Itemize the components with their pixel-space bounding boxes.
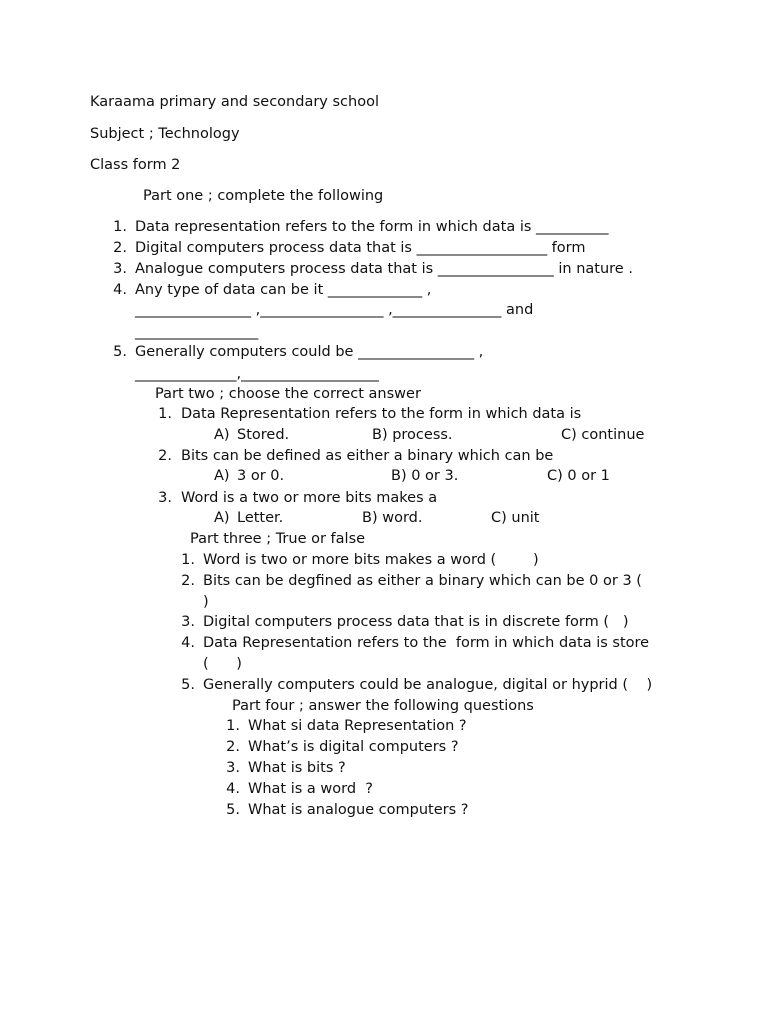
- part-four-item-number: 1.: [226, 718, 240, 734]
- option-a-text: 3 or 0.: [237, 468, 285, 484]
- option-c-text: C) unit: [491, 510, 540, 526]
- part-one-title: Part one ; complete the following: [143, 188, 384, 204]
- option-c-text: C) 0 or 1: [547, 468, 610, 484]
- part-three-item-text: Data Representation refers to the form in which data is store: [203, 635, 650, 651]
- part-three-item-text: Word is two or more bits makes a word ( ): [203, 552, 539, 568]
- part-two-question-text: Word is a two or more bits makes a: [181, 490, 438, 506]
- part-three-item-text: Digital computers process data that is in discrete form ( ): [203, 614, 629, 630]
- part-four-item-number: 2.: [226, 739, 240, 755]
- school-name: Karaama primary and secondary school: [90, 94, 379, 110]
- option-a-label: A): [214, 427, 230, 443]
- option-c-text: C) continue: [561, 427, 645, 443]
- option-b-text: B) 0 or 3.: [391, 468, 459, 484]
- part-one-item-text: ______________,___________________: [135, 366, 379, 382]
- part-one-item-text: Any type of data can be it _____________ ,: [135, 282, 432, 298]
- part-four-item-text: What is analogue computers ?: [248, 802, 469, 818]
- part-four-item-text: What’s is digital computers ?: [248, 739, 459, 755]
- part-two-question-text: Data Representation refers to the form in which data is: [181, 406, 582, 422]
- part-one-item-text: Digital computers process data that is __________________ form: [135, 240, 586, 256]
- option-a-label: A): [214, 510, 230, 526]
- part-one-item-number: 4.: [113, 282, 127, 298]
- part-three-item-number: 3.: [181, 614, 195, 630]
- part-one-item-text: _________________: [135, 324, 259, 340]
- part-one-item-number: 3.: [113, 261, 127, 277]
- option-a-text: Stored.: [237, 427, 290, 443]
- part-two-question-number: 3.: [158, 490, 172, 506]
- part-four-title: Part four ; answer the following questions: [232, 698, 534, 714]
- part-three-item-text: Bits can be degfined as either a binary which can be 0 or 3 (: [203, 573, 642, 589]
- part-two-question-text: Bits can be defined as either a binary which can be: [181, 448, 554, 464]
- part-three-item-text: Generally computers could be analogue, digital or hyprid ( ): [203, 677, 653, 693]
- part-one-item-number: 1.: [113, 219, 127, 235]
- part-one-item-text: ________________ ,_________________ ,_______________ and: [135, 302, 534, 318]
- part-three-item-number: 5.: [181, 677, 195, 693]
- option-b-text: B) process.: [372, 427, 453, 443]
- part-four-item-number: 4.: [226, 781, 240, 797]
- option-a-text: Letter.: [237, 510, 284, 526]
- option-a-label: A): [214, 468, 230, 484]
- part-three-item-number: 1.: [181, 552, 195, 568]
- part-two-question-number: 2.: [158, 448, 172, 464]
- part-two-question-number: 1.: [158, 406, 172, 422]
- part-one-item-text: Data representation refers to the form in which data is __________: [135, 219, 609, 235]
- part-two-title: Part two ; choose the correct answer: [155, 386, 421, 402]
- option-b-text: B) word.: [362, 510, 423, 526]
- part-four-item-text: What is bits ?: [248, 760, 346, 776]
- part-four-item-number: 3.: [226, 760, 240, 776]
- part-three-title: Part three ; True or false: [190, 531, 366, 547]
- part-four-item-text: What si data Representation ?: [248, 718, 467, 734]
- part-four-item-text: What is a word ?: [248, 781, 373, 797]
- part-one-item-text: Generally computers could be ________________ ,: [135, 344, 484, 360]
- part-one-item-number: 5.: [113, 344, 127, 360]
- part-three-item-number: 2.: [181, 573, 195, 589]
- part-one-item-number: 2.: [113, 240, 127, 256]
- class-line: Class form 2: [90, 157, 181, 173]
- part-three-item-text: ): [203, 594, 209, 610]
- part-one-item-text: Analogue computers process data that is ________________ in nature .: [135, 261, 633, 277]
- part-three-item-number: 4.: [181, 635, 195, 651]
- part-four-item-number: 5.: [226, 802, 240, 818]
- part-three-item-text: ( ): [203, 656, 242, 672]
- subject-line: Subject ; Technology: [90, 126, 240, 142]
